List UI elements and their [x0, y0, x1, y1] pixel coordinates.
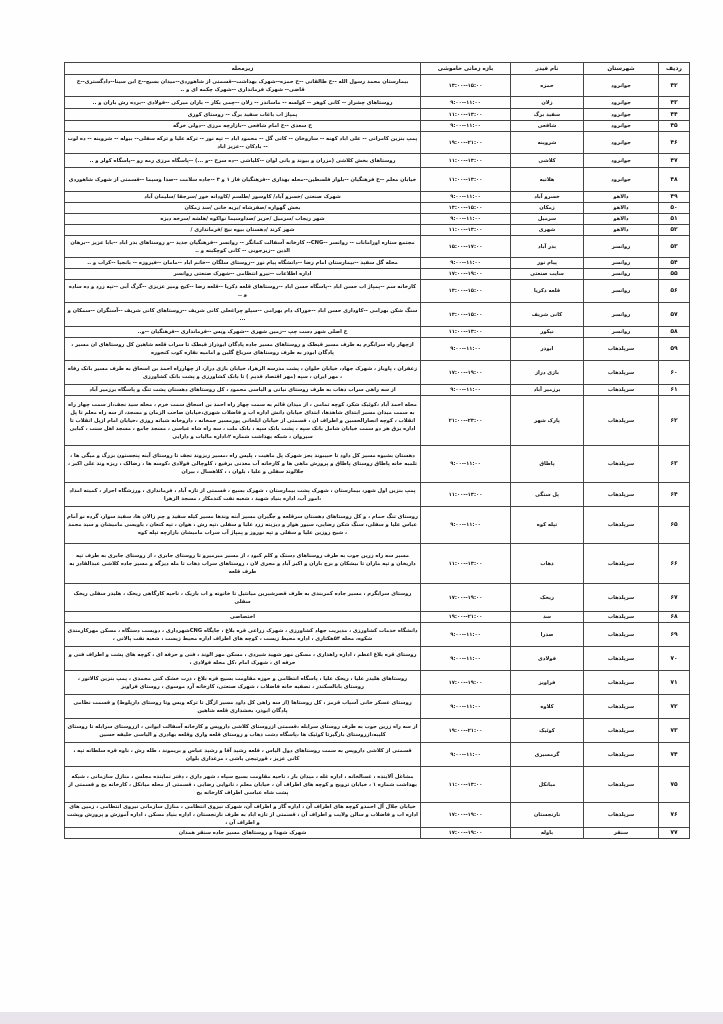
table-row — [65, 327, 690, 338]
area-cell: مشاغل آلاینده ، غسالخانه ، اداره غله ، میدان بار ، ناحیه مقاومت بسیج سپاه ، شهر داری ، دفتر نماینده مجلس ، منازل سازمانی ، شبکه بهداشت شماره ۱ ، خیابان ترویج و کوچه های اطراف آن ، خیابان معلم ، نانوایی رضایی ، قسمتی از محله میانکل ، کارخانه یخ و قسمتی از پشت شاه عباسی اطراف کارخانه یخ — [65, 767, 421, 803]
row-number: ۵۹ — [659, 338, 690, 361]
table-row — [65, 303, 690, 327]
feeder-cell: قلعه ذکریا — [511, 280, 584, 303]
area-cell: اختصاصی — [65, 612, 421, 623]
row-number: ۷۱ — [659, 671, 690, 695]
row-number: ۵۷ — [659, 303, 690, 327]
outage-time-cell: ۹:۰۰--۱۱:۰۰ — [421, 121, 511, 132]
feeder-cell: باوله — [511, 828, 584, 839]
area-cell: روستای عسکر خانی آسیاب قرمز ، کل روستاها (از سه راهی کل داود مسیر ازگل تا ترکه ویس وتا روستای دارپلوط) و قسمت نظامی پادگان ابوذر، بخشداری قلعه شاهین — [65, 695, 421, 719]
city-cell: جوانرود — [584, 132, 659, 154]
row-number: ۶۱ — [659, 385, 690, 396]
city-cell: جوانرود — [584, 121, 659, 132]
row-number: ۴۵ — [659, 121, 690, 132]
city-cell: روانسر — [584, 269, 659, 280]
feeder-cell: زمکان — [511, 203, 584, 214]
city-cell: سرپلذهاب — [584, 507, 659, 544]
outage-time-cell: ۹:۰۰--۱۱:۰۰ — [421, 385, 511, 396]
feeder-cell: شافعی — [511, 121, 584, 132]
table-row — [65, 584, 690, 612]
row-number: ۴۳ — [659, 97, 690, 109]
feeder-cell: پاطاق — [511, 446, 584, 483]
table-row — [65, 269, 690, 280]
city-cell: سرپلذهاب — [584, 612, 659, 623]
row-number: ۷۳ — [659, 719, 690, 743]
table-row — [65, 743, 690, 767]
area-cell: خ اصلی شهر دست چپ --زمین شهری --شهرک ویس --فرمانداری --فرهنگیان --و.. — [65, 327, 421, 338]
city-cell: جوانرود — [584, 154, 659, 168]
outage-time-cell: ۱۷:۰۰--۱۹:۰۰ — [421, 803, 511, 828]
city-cell: دالاهو — [584, 192, 659, 203]
area-cell: روستای سرابگرم ، مسیر جاده کمربندی به طرف قصرشیرین میانتیل تا خانونه و اب باریک ، ناحیه کارگاهی ریخک ، هلیدر سفلی ریخک سفلی — [65, 584, 421, 612]
table-row — [65, 280, 690, 303]
area-cell: پمپاژ اب باغات سفید برگ -- روستای کوری — [65, 109, 421, 121]
row-number: ۵۵ — [659, 269, 690, 280]
outage-time-cell: ۲۱:۰۰--۲۳:۰۰ — [421, 396, 511, 446]
feeder-cell: ذهاب — [511, 544, 584, 584]
table-body — [65, 75, 690, 839]
area-cell: محله گل سفید --بیمارستان امام رضا --دانشگاه پیام نور --روستای سلگان --خانم اباد --مامان --فیروزه -- بانجیا --کراب و .. — [65, 258, 421, 269]
area-cell: روستاهای چشرار -- کانی کوهر -- کولسه -- ماساندر -- زلان --چمی بکار -- باران میرکی --فولادی --برده رش باران و .. — [65, 97, 421, 109]
table-row — [65, 225, 690, 236]
table-row — [65, 767, 690, 803]
feeder-cell: بدر آباد — [511, 236, 584, 258]
row-number: ۶۲ — [659, 396, 690, 446]
feeder-cell: سفید برگ — [511, 109, 584, 121]
feeder-cell: پیام نور — [511, 258, 584, 269]
outage-time-cell: ۱۳:۰۰--۱۵:۰۰ — [421, 75, 511, 97]
feeder-cell: بازی دراز — [511, 361, 584, 385]
feeder-cell: تپله کوه — [511, 507, 584, 544]
feeder-cell: صدرا — [511, 623, 584, 647]
row-number: ۴۴ — [659, 109, 690, 121]
feeder-cell: کانی شریف — [511, 303, 584, 327]
outage-time-cell: ۹:۰۰--۱۱:۰۰ — [421, 743, 511, 767]
table-row — [65, 75, 690, 97]
area-cell: ازچهار راه سرابگرم به طرف مسیر قیطک و روستاهای مسیر جاده پادگان ابوذراز قیطک تا سراب قلعه شاهین کل روستاهای ان مسیر ، پادگان ابوذر به طرف روستاهای سرباغ گلین و امامیه نقاره کوب کنجوره — [65, 338, 421, 361]
outage-time-cell: ۹:۰۰--۱۱:۰۰ — [421, 507, 511, 544]
city-cell: سرپلذهاب — [584, 584, 659, 612]
header-outage-time: بازه زمانی خاموشی — [421, 63, 511, 75]
row-number: ۵۲ — [659, 225, 690, 236]
table-row — [65, 154, 690, 168]
outage-time-cell: ۱۱:۰۰--۱۳:۰۰ — [421, 327, 511, 338]
row-number: ۵۸ — [659, 327, 690, 338]
area-cell: خیابان جلال آل احمدو کوچه های اطراف آن ، اداره گاز و اطراف آن، شهرک نیروی انتظامی ، منازل سازمانی نیروی انتظامی ، زمین های اداره اب و فاضلاب و سالن ولایت و اطراف آن ، قسمتی از تازه اباد به طرف نارنجستان ، اداره بنیاد مسکن ، اداره آموزش و پرورش وپشت و اطراف آن ، — [65, 803, 421, 828]
area-cell: دانشگاه خدمات کشاورزی ، مدیریت جهاد کشاورزی ، شهرک زراعی قره بلاغ ، جایگاه CNGشهرداری ، دویست دستگاه ، مسکن مهرکارمندی شکوه، محله ۵۴هکتاری ، اداره محیط زیست ، کوچه های اطراف اداره محیط زیست ، شعبه نفت پالانی ، — [65, 623, 421, 647]
row-number: ۶۴ — [659, 483, 690, 507]
table-row — [65, 828, 690, 839]
table-row — [65, 203, 690, 214]
city-cell: سنقر — [584, 828, 659, 839]
area-cell: اداره اطلاعات --نیرو انتظامی --شهرک صنعتی روانسر — [65, 269, 421, 280]
city-cell: سرپلذهاب — [584, 361, 659, 385]
header-area: زیرمحله — [65, 63, 421, 75]
feeder-cell: نارنجستان — [511, 803, 584, 828]
row-number: ۶۷ — [659, 584, 690, 612]
row-number: ۶۳ — [659, 446, 690, 483]
feeder-cell: میانکل — [511, 767, 584, 803]
outage-time-cell: ۹:۰۰--۱۱:۰۰ — [421, 97, 511, 109]
header-city: شهرستان — [584, 63, 659, 75]
row-number: ۶۶ — [659, 544, 690, 584]
row-number: ۷۲ — [659, 695, 690, 719]
city-cell: سرپلذهاب — [584, 385, 659, 396]
feeder-cell: فراویز — [511, 671, 584, 695]
feeder-cell: سایت صنعتی — [511, 269, 584, 280]
table-row — [65, 803, 690, 828]
area-cell: خ سعدی --خ امام شافعی --بازارچه مرزی --دولی خرگه — [65, 121, 421, 132]
feeder-cell: حمزه — [511, 75, 584, 97]
area-cell: مجتمع ستاره اورامانات -- روانسر --CNG-- کارخانه آسفالت کمانگر -- روانسر --فرهنگیان جدید --و روستاهای بدر اباد --بابا عزیز --برهان الدین --زیرجوبی -- کانی کوچکینه و .. — [65, 236, 421, 258]
feeder-cell: کلاوه — [511, 695, 584, 719]
table-row — [65, 647, 690, 671]
area-cell: شهر کرند /دهستان بیوه نیچ /فرمانداری / — [65, 225, 421, 236]
outage-time-cell: ۱۱:۰۰--۱۳:۰۰ — [421, 168, 511, 192]
table-row — [65, 446, 690, 483]
outage-time-cell: ۱۷:۰۰--۱۹:۰۰ — [421, 828, 511, 839]
city-cell: روانسر — [584, 258, 659, 269]
outage-time-cell: ۱۷:۰۰--۱۹:۰۰ — [421, 269, 511, 280]
table-row — [65, 97, 690, 109]
header-row-number: ردیف — [659, 63, 690, 75]
feeder-cell: پارک شهر — [511, 396, 584, 446]
outage-time-cell: ۹:۰۰--۱۱:۰۰ — [421, 623, 511, 647]
area-cell: شهرک صنعتی /خسرو آباد/ کاوسور /طلسم /کاودانه خور /سرجقا /سلیمان آباد — [65, 192, 421, 203]
area-cell: از سه راه زرین جوب به طرف روستای سرابله ،قسمتی ازروستای کلاشی داروپس و کارخانه آسفالت ایوانی ، ازروستای سرابله تا روستای کلیبه،ازروستای بازگیرتا کوئیک ها ،پاسگاه دشت ذهاب و روستای قلعه واری وقلعه بهادری و الیاسی خلیفه حسین — [65, 719, 421, 743]
feeder-cell: کلاشی — [511, 154, 584, 168]
outage-time-cell: ۱۱:۰۰--۱۳:۰۰ — [421, 767, 511, 803]
area-cell: شهر ریجاب /سرمیل /حریر /صداوسیما نواکوه /هلشه /سرخه دیزه — [65, 214, 421, 225]
outage-time-cell: ۱۷:۰۰--۱۹:۰۰ — [421, 584, 511, 612]
city-cell: سرپلذهاب — [584, 719, 659, 743]
row-number: ۶۸ — [659, 612, 690, 623]
feeder-cell: نیکور — [511, 327, 584, 338]
table-row — [65, 192, 690, 203]
table-row — [65, 132, 690, 154]
table-row — [65, 121, 690, 132]
feeder-cell: فولادی — [511, 647, 584, 671]
outage-schedule-table — [64, 62, 690, 839]
row-number: ۷۴ — [659, 743, 690, 767]
area-cell: بیمارستان محمد رسول الله --خ طالقانی --خ حمزه--شهرک بهداشت--قسمتی از شاهوردی--میدان بسیج--خ ابن سینا--دادگستری--خ قاضی-- شهرک فرمانداری --شهرک چکمه ای و .. — [65, 75, 421, 97]
row-number: ۵۰ — [659, 203, 690, 214]
outage-time-cell: ۱۱:۰۰--۱۳:۰۰ — [421, 109, 511, 121]
feeder-cell: زلان — [511, 97, 584, 109]
table-row — [65, 719, 690, 743]
table-row — [65, 544, 690, 584]
outage-time-cell: ۱۹:۰۰--۲۱:۰۰ — [421, 719, 511, 743]
outage-time-cell: ۹:۰۰--۱۱:۰۰ — [421, 258, 511, 269]
outage-time-cell: ۱۳:۰۰--۱۵:۰۰ — [421, 303, 511, 327]
city-cell: روانسر — [584, 236, 659, 258]
feeder-cell: کوئیک — [511, 719, 584, 743]
outage-time-cell: ۱۳:۰۰--۱۵:۰۰ — [421, 280, 511, 303]
outage-time-cell: ۹:۰۰--۱۱:۰۰ — [421, 214, 511, 225]
outage-time-cell: ۹:۰۰--۱۱:۰۰ — [421, 695, 511, 719]
outage-time-cell: ۱۵:۰۰--۱۷:۰۰ — [421, 236, 511, 258]
table-row — [65, 385, 690, 396]
row-number: ۶۹ — [659, 623, 690, 647]
row-number: ۶۰ — [659, 361, 690, 385]
area-cell: پمپ بنزین اول شهر، بیمارستان ، شهرک پشت بیمارستان ، شهرک بسیج ، قسمتی از تازه آباد ، فرمانداری ، ورزشگاه احرار ، کمیته امداد ،امور آب، اداره بنیاد شهید ، شعبه نفت کندمکار ، مسجد الزهرا — [65, 483, 421, 507]
header-feeder: نام فیدر — [511, 63, 584, 75]
feeder-cell: خسرو آباد — [511, 192, 584, 203]
table-header-row — [65, 63, 690, 75]
table-row — [65, 109, 690, 121]
page-bottom-edge — [0, 1012, 723, 1024]
row-number: ۴۷ — [659, 154, 690, 168]
outage-time-cell: ۹:۰۰--۱۱:۰۰ — [421, 446, 511, 483]
feeder-cell: برزمیر آباد — [511, 385, 584, 396]
feeder-cell: پل سنگی — [511, 483, 584, 507]
city-cell: روانسر — [584, 327, 659, 338]
row-number: ۷۵ — [659, 767, 690, 803]
area-cell: زعفران ، پاوباز ، شهرک جهاد، خیابان حلوان ، پشت مدرسه الزهرا، خیابان بازی دراز، از چهارراه احمد بن اسحاق به طرف مسیر بانک رفاه ، مهر ایران ، سپه (مهر اقتصاد قدیم ) تا بانک کشاورزی و پشت بانک کشاورزی — [65, 361, 421, 385]
city-cell: سرپلذهاب — [584, 446, 659, 483]
outage-time-cell: ۱۱:۰۰--۱۳:۰۰ — [421, 154, 511, 168]
city-cell: جوانرود — [584, 168, 659, 192]
table-row — [65, 214, 690, 225]
row-number: ۴۲ — [659, 75, 690, 97]
area-cell: روستای تنگ حمام ، و کل روستاهای دهستان سرقلعه و جگیران مسیر آبنه وندها مسیر کیله سفید و چم زالان ها، سفید سوار، گرده نو آمام عباس علیا و سفلی، سنگ شکن رضایی، سیور هوار و دیزینه زرد علیا و سفلی ،تپه رش ، هوان ، تپه کنعان ، باویسی مامیشان و سید محمد ، شیخ روزین علیا و سفلی و تپه نوروز و پمپاژ آب سراب مامیشان بازارچه تپله کوه — [65, 507, 421, 544]
city-cell: سرپلذهاب — [584, 647, 659, 671]
table-row — [65, 507, 690, 544]
row-number: ۵۱ — [659, 214, 690, 225]
city-cell: روانسر — [584, 303, 659, 327]
city-cell: دالاهو — [584, 214, 659, 225]
outage-time-cell: ۱۷:۰۰--۱۹:۰۰ — [421, 361, 511, 385]
table-row — [65, 168, 690, 192]
feeder-cell: سد — [511, 612, 584, 623]
area-cell: روستاهای بخش کلاشی (مزران و بیوند و یانی لوان --کلیاشی --ده سرخ --و ...) --پاسگاه مرزی رمه رو --پاسگاه کولر و .. — [65, 154, 421, 168]
feeder-cell: شروینه — [511, 132, 584, 154]
row-number: ۴۶ — [659, 132, 690, 154]
feeder-cell: ریخک — [511, 584, 584, 612]
outage-time-cell: ۱۱:۰۰--۱۳:۰۰ — [421, 544, 511, 584]
area-cell: محله احمد آباد ،کوئیک شکر، کوچه تمامی ، از میدان قائم به سمت چهار راه احمد بن اسحاق سمت خرم ، محله سید نجف،از سمت چهار راه به سمت میدان مسیر ابتدای شاهدها، ابتدای خیابان دانش اداره اب و فاضلاب شهری،خیابان صاحب الزمان و مسجد، از سه راه معلم تا پل انقلاب ، کوچه انصارالحسین و اطراف ان ، قسمتی از خیابان ایلخانی پورمسیر جمخانه ، داروخانه شبانه روزی ،خیابان امام ازپل انقلاب تا اداره برق هر دو سمت خیابان شامل بانک سپه ، پشت بانک سپه ، بانک ملت ، سه راه شاه عباسی ، مسجد جامع ، مسجد اهل سنت ، کبابی سیروان ، شبکه بهداشت شماره ۲،اداره مالیات و دارایی — [65, 396, 421, 446]
city-cell: سرپلذهاب — [584, 767, 659, 803]
city-cell: سرپلذهاب — [584, 743, 659, 767]
row-number: ۴۹ — [659, 192, 690, 203]
outage-time-cell: ۱۱:۰۰--۱۳:۰۰ — [421, 483, 511, 507]
table-row — [65, 695, 690, 719]
outage-time-cell: ۱۹:۰۰--۲۱:۰۰ — [421, 132, 511, 154]
row-number: ۶۵ — [659, 507, 690, 544]
area-cell: شهرک شهدا و روستاهای مسیر جاده سنقر همدان — [65, 828, 421, 839]
area-cell: کارخانه سم --پمپاژ اب حسن اباد --پاسگاه حسن اباد --روستاهای قلعه ذکریا --قلعه رضا --کیخ ومیر عزیزی --گرگ آبی --تپه زرد و ده ساده و .. — [65, 280, 421, 303]
area-cell: پمپ بنزین کامرانی -- علی اباد کهنه -- ساروخان -- کانی گل -- محمود اباد -- تپه نور -- ترکه علیا و ترکه سفلی-- بیوله -- شروینه -- ده لوت -- بادکان --عزیز اباد — [65, 132, 421, 154]
table-row — [65, 483, 690, 507]
outage-time-cell: ۱۹:۰۰--۲۱:۰۰ — [421, 612, 511, 623]
table-row — [65, 396, 690, 446]
row-number: ۷۷ — [659, 828, 690, 839]
table-row — [65, 623, 690, 647]
feeder-cell: ابوذر — [511, 338, 584, 361]
feeder-cell: سرمیل — [511, 214, 584, 225]
feeder-cell: هلانیه — [511, 168, 584, 192]
city-cell: روانسر — [584, 280, 659, 303]
outage-time-cell: ۱۳:۰۰--۱۵:۰۰ — [421, 203, 511, 214]
row-number: ۵۳ — [659, 236, 690, 258]
table-row — [65, 361, 690, 385]
city-cell: سرپلذهاب — [584, 695, 659, 719]
area-cell: از سه راهی سراب ذهاب به طرف روستای نیانی و الیاسی محمود ، کل روستاهای دهستان پشت تنگ و پاسگاه برزمیر آباد — [65, 385, 421, 396]
city-cell: سرپلذهاب — [584, 483, 659, 507]
table-row — [65, 612, 690, 623]
outage-time-cell: ۱۱:۰۰--۱۳:۰۰ — [421, 225, 511, 236]
row-number: ۷۰ — [659, 647, 690, 671]
outage-time-cell: ۹:۰۰--۱۱:۰۰ — [421, 647, 511, 671]
row-number: ۵۴ — [659, 258, 690, 269]
city-cell: سرپلذهاب — [584, 671, 659, 695]
area-cell: سنگ شکن بهرامی --کاوداری حسن اباد --خوراک دام بهرامی --سیلو چراغعلی کانی شریف --روستاهای کانی شریف --آسنگران --سمکان و ... — [65, 303, 421, 327]
area-cell: قسمتی از کلاشی داروپس به سمت روستاهای دول الیاس ، قلعه رشید آقا و رشید عباس و بریموند ، طله رش ، ناوه قره سلطانه تپه ، کانی عزیز ، قورتیجی یاشی ، مرغداری بلوان — [65, 743, 421, 767]
feeder-cell: گرمسیری — [511, 743, 584, 767]
area-cell: دهستان بشیوه مسیر کل داود تا حبیبوند بجز شهرک پل ماهیت ، پلیس راه ،مسیر ریزوند نجف تا روستای آینه پنجستون بزرگ و میگی ها ، تلمبه خانه پاطاق روستای پاطاق و پرورش ماهی ها و کارخانه آب معدنی برفیع ، کلوچالی فولادی ،کوسه ها ، رضالک ، ریزه وند علی اکبر ، جلالوند سفلی و علیا ، بلوان ، ، کلاهسال ، بیران — [65, 446, 421, 483]
area-cell: مسیر سه راه زرین جوب به طرف روستاهای دستک و کلم کبود ، از مسیر میرمیرو تا روستای جابری ، از روستای جابری به طرف تپه داریخان و تپه ماران تا بیشکان و برج باران و اکبر آباد و مجری لان ، روستاهای سراب ذهاب تا مله دیزگه و مسیر جاده کلاشی عبدالقادر به طرف قلعه — [65, 544, 421, 584]
outage-time-cell: ۹:۰۰--۱۱:۰۰ — [421, 192, 511, 203]
city-cell: دالاهو — [584, 225, 659, 236]
table-row — [65, 671, 690, 695]
row-number: ۴۸ — [659, 168, 690, 192]
feeder-cell: شهری — [511, 225, 584, 236]
area-cell: روستاهای هلیدر علیا ، ریخک علیا ، پاسگاه انتظامی و حوزه مقاومت بسیج قره بلاغ ، ذرت خشک کنی محمدی ، پمپ بنزین کالاتور ، روستای بابالسکندر ، تصفیه خانه فاضلاب ، شهرک صنعتی، کارخانه آرد موسوی ، روستای فراویز — [65, 671, 421, 695]
city-cell: سرپلذهاب — [584, 396, 659, 446]
area-cell: خیابان معلم --خ فرهنگیان --بلوار فلسطین--محله بهداری --فرهنگیان فاز ۱ و ۳ --جاده سلامت --صدا وسیما --قسمتی از شهرک شاهوردی — [65, 168, 421, 192]
area-cell: بخش گهواره /صفرشاه /بریه خانی /سد زمکان — [65, 203, 421, 214]
city-cell: سرپلذهاب — [584, 803, 659, 828]
city-cell: جوانرود — [584, 109, 659, 121]
table-row — [65, 258, 690, 269]
table-row — [65, 236, 690, 258]
city-cell: دالاهو — [584, 203, 659, 214]
row-number: ۵۶ — [659, 280, 690, 303]
city-cell: جوانرود — [584, 97, 659, 109]
table-row — [65, 338, 690, 361]
outage-time-cell: ۹:۰۰--۱۱:۰۰ — [421, 338, 511, 361]
row-number: ۷۶ — [659, 803, 690, 828]
city-cell: سرپلذهاب — [584, 544, 659, 584]
outage-time-cell: ۱۷:۰۰--۱۹:۰۰ — [421, 671, 511, 695]
city-cell: سرپلذهاب — [584, 623, 659, 647]
area-cell: روستای قره بلاغ اعظم ، اداره راهداری ، مسکن مهر شهید شیردی ، مسکن مهر الوند ، فنی و حرفه ای ، کوچه های پشت و اطراف فنی و حرفه ای ، شهرک امام ،کل محله فولادی ، — [65, 647, 421, 671]
city-cell: سرپلذهاب — [584, 338, 659, 361]
city-cell: جوانرود — [584, 75, 659, 97]
